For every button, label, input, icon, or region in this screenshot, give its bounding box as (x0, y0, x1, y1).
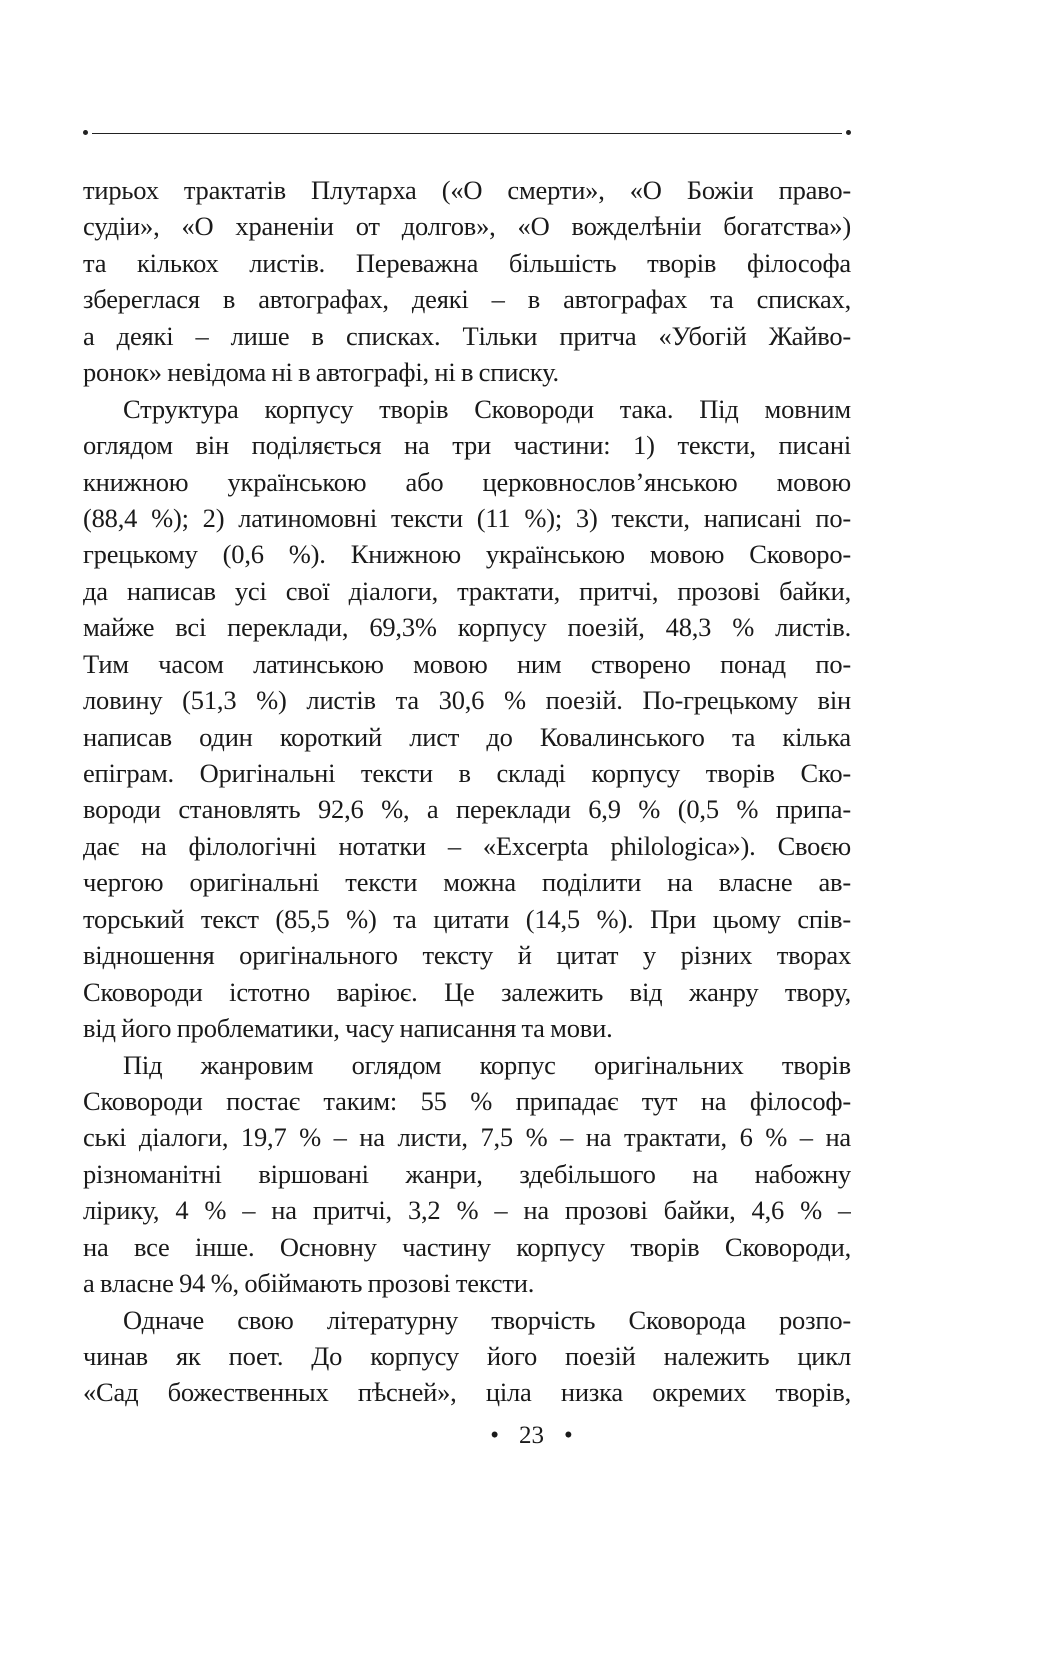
text-line: Одначе свою літературну творчість Сковорода розпо- (123, 1304, 851, 1335)
text-line: торський текст (85,5 %) та цитати (14,5 %). При цьому спів- (83, 903, 851, 934)
text-line: на все інше. Основну частину корпусу творів Сковороди, (83, 1231, 851, 1262)
text-line: Під жанровим оглядом корпус оригінальних творів (123, 1049, 851, 1080)
text-line: грецькому (0,6 %). Книжною українською мовою Сковоро- (83, 539, 851, 570)
text-line: різноманітні віршовані жанри, здебільшого на набожну (83, 1158, 851, 1189)
text-line: лірику, 4 % – на притчі, 3,2 % – на прозові байки, 4,6 % – (83, 1195, 851, 1226)
text-line: чергою оригінальні тексти можна поділити на власне ав- (83, 867, 851, 898)
text-line: (88,4 %); 2) латиномовні тексти (11 %); 3) тексти, написані по- (83, 502, 851, 533)
text-line: написав один короткий лист до Ковалинського та кілька (83, 721, 851, 752)
text-line: судіи», «О храненіи от долгов», «О вожделѣніи богатства») (83, 211, 851, 242)
text-line: Сковороди постає таким: 55 % припадає тут на філософ- (83, 1085, 851, 1116)
text-line: оглядом він поділяється на три частини: 1) тексти, писані (83, 430, 851, 461)
text-line: Сковороди істотно варіює. Це залежить від жанру твору, (83, 976, 851, 1007)
page-number: 23 (519, 1422, 544, 1449)
text-line: від його проблематики, часу написання та мови. (83, 1013, 613, 1044)
text-line: Тим часом латинською мовою ним створено понад по- (83, 648, 851, 679)
text-line: чинав як поет. До корпусу його поезій належить цикл (83, 1341, 851, 1371)
text-line: тирьох трактатів Плутарха («О смерти», «О Божіи право- (83, 175, 851, 205)
footer-bullet: • (564, 1422, 573, 1449)
text-line: ронок» невідома ні в автографі, ні в списку. (83, 357, 559, 388)
text-line: да написав усі свої діалоги, трактати, притчі, прозові байки, (83, 575, 851, 606)
text-line: «Сад божественных пѣсней», ціла низка окремих творів, (83, 1377, 851, 1408)
body-text (83, 172, 851, 1411)
text-line: дає на філологічні нотатки – «Excerpta philologica»). Своєю (83, 830, 851, 861)
text-line: та кількох листів. Переважна більшість творів філософа (83, 247, 851, 278)
header-rule (92, 133, 842, 134)
header-rule-dot-left (83, 130, 88, 135)
text-line: Структура корпусу творів Сковороди така. Під мовним (123, 393, 851, 424)
text-line: майже всі переклади, 69,3% корпусу поезій, 48,3 % листів. (83, 612, 851, 643)
footer-bullet: • (490, 1422, 499, 1449)
text-line: книжною українською або церковнослов’янською мовою (83, 466, 851, 497)
text-line: вороди становлять 92,6 %, а переклади 6,9 % (0,5 % припа- (83, 794, 851, 825)
header-rule-dot-right (846, 130, 851, 135)
text-line: ські діалоги, 19,7 % – на листи, 7,5 % – на трактати, 6 % – на (83, 1122, 851, 1153)
text-line: збереглася в автографах, деякі – в автографах та списках, (83, 284, 851, 315)
text-line: відношення оригінального тексту й цитат у різних творах (83, 940, 851, 971)
text-line: епіграм. Оригінальні тексти в складі корпусу творів Ско- (83, 758, 851, 788)
text-line: ловину (51,3 %) листів та 30,6 % поезій. По-грецькому він (83, 685, 851, 716)
page-footer (0, 1422, 1063, 1450)
text-line: а деякі – лише в списках. Тільки притча «Убогій Жайво- (83, 320, 851, 351)
text-line: а власне 94 %, обіймають прозові тексти. (83, 1268, 535, 1299)
